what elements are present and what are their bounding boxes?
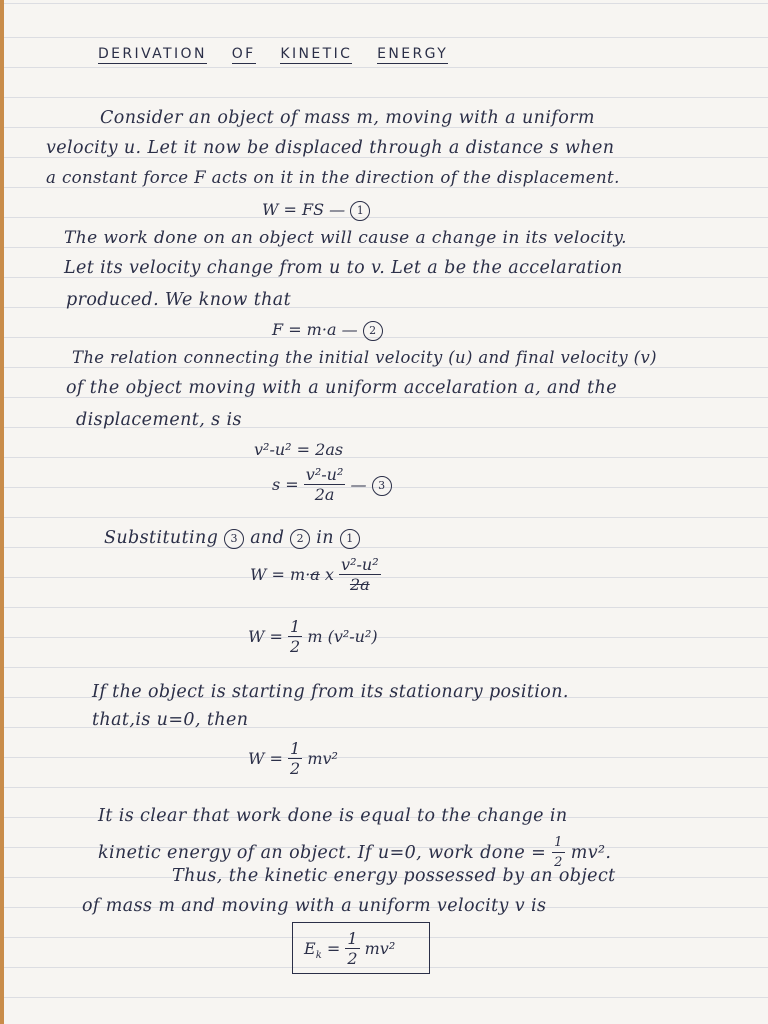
kinetic-energy-formula: $E_k$ = $\frac{1}{2}$ mv²	[304, 929, 396, 968]
substitution-line: Substituting 3 and 2 in 1	[104, 528, 360, 549]
text-line: velocity u. Let it now be displaced through a distance s when	[46, 138, 615, 158]
title-word: ENERGY	[377, 46, 449, 62]
text-line: The relation connecting the initial velocity (u) and final velocity (v)	[72, 348, 657, 367]
fraction: $\frac{\text{v²-u²}}{2a}$	[341, 555, 379, 594]
text-line: produced. We know that	[66, 290, 292, 310]
text-line: a constant force F acts on it in the direction of the displacement.	[46, 168, 620, 187]
text-line: It is clear that work done is equal to the change in	[98, 806, 568, 826]
equation-1: W = FS — 1	[262, 200, 370, 221]
equation-tag: 2	[363, 321, 383, 341]
equation-3a: v²-u² = 2as	[254, 440, 344, 459]
text-line-with-fraction: kinetic energy of an object. If u=0, work done = $\frac{1}{2}$ mv².	[98, 834, 611, 873]
fraction: $\frac{1}{2}$	[290, 739, 301, 778]
title-word: DERIVATION	[98, 46, 207, 62]
fraction: $\frac{1}{2}$	[347, 929, 358, 968]
text-line: Let its velocity change from u to v. Let a be the accelaration	[64, 258, 623, 278]
text-line: of the object moving with a uniform accelaration a, and the	[66, 378, 617, 398]
equation-tag: 3	[372, 476, 392, 496]
equation-5: W = $\frac{1}{2}$ m (v²-u²)	[248, 617, 378, 656]
title-word: OF	[231, 46, 256, 62]
equation-3: s = $\frac{\text{v²-u²}}{2a}$ — 3	[272, 466, 392, 505]
equation-tag: 1	[340, 529, 360, 549]
equation-2: F = m·a — 2	[272, 320, 383, 341]
page-title	[98, 46, 466, 62]
text-line: of mass m and moving with a uniform velocity v is	[82, 896, 547, 916]
text-line: Consider an object of mass m, moving with a uniform	[100, 108, 595, 128]
fraction: $\frac{1}{2}$	[290, 617, 301, 656]
title-word: KINETIC	[280, 46, 353, 62]
equation-tag: 2	[290, 529, 310, 549]
equation-tag: 1	[350, 201, 370, 221]
text-line: that,is u=0, then	[92, 710, 249, 730]
text-line: Thus, the kinetic energy possessed by an object	[172, 866, 616, 886]
equation-tag: 3	[224, 529, 244, 549]
text-line: If the object is starting from its stationary position.	[92, 682, 569, 702]
fraction: $\frac{1}{2}$	[554, 835, 563, 870]
equation-4: W = m·a x $\frac{\text{v²-u²}}{2a}$	[250, 555, 379, 594]
equation-6: W = $\frac{1}{2}$ mv²	[248, 739, 338, 778]
page-edge	[0, 0, 4, 1024]
text-line: The work done on an object will cause a change in its velocity.	[64, 228, 627, 248]
text-line: displacement, s is	[76, 410, 242, 430]
fraction: $\frac{\text{v²-u²}}{2a}$	[305, 465, 344, 504]
